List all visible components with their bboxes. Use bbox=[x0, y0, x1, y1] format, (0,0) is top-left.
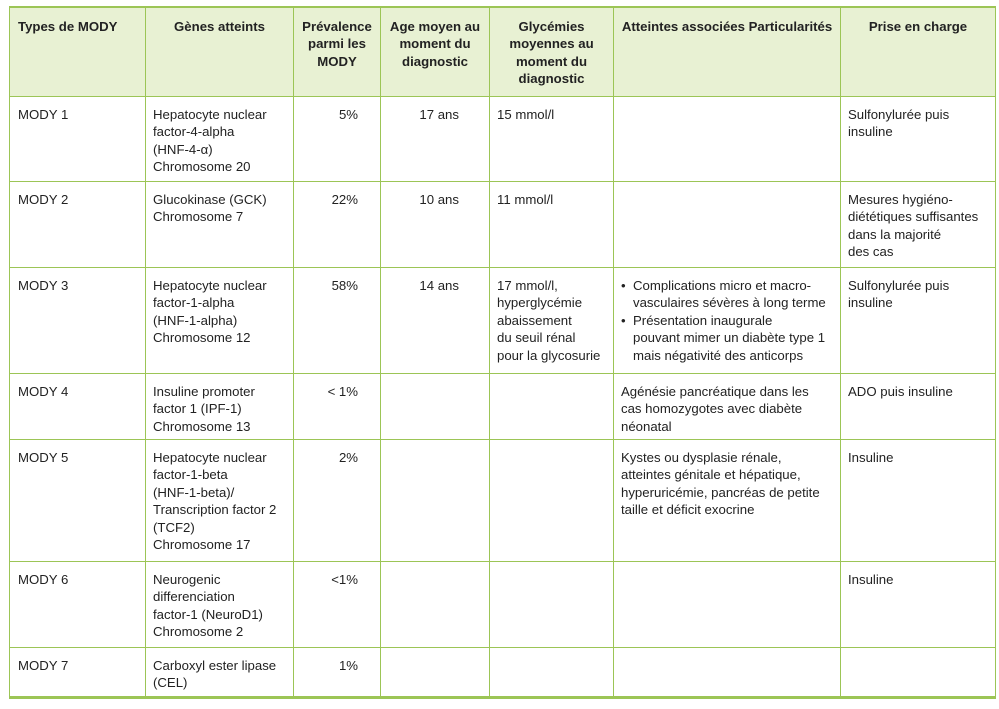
atteintes-line: • Complications micro et macro- bbox=[633, 278, 812, 293]
header-glycemie: Glycémies moyennes au moment du diagnostic bbox=[490, 7, 614, 97]
cell-atteintes bbox=[614, 440, 841, 562]
prise-line: insuline bbox=[848, 295, 893, 311]
atteintes-line: Agénésie pancréatique dans les bbox=[621, 384, 809, 399]
header-prevalence: Prévalence parmi les MODY bbox=[294, 7, 381, 97]
genes-line: Chromosome 2 bbox=[153, 624, 244, 640]
cell-prevalence: 2% bbox=[294, 440, 381, 562]
cell-glycemie bbox=[490, 648, 614, 698]
cell-type: MODY 4 bbox=[10, 374, 146, 440]
cell-genes bbox=[146, 97, 294, 182]
cell-age bbox=[381, 440, 490, 562]
cell-prise bbox=[841, 182, 996, 268]
cell-prise bbox=[841, 440, 996, 562]
cell-genes bbox=[146, 268, 294, 374]
cell-prise bbox=[841, 97, 996, 182]
cell-type: MODY 2 bbox=[10, 182, 146, 268]
glycemie-line: abaissement bbox=[497, 312, 572, 328]
genes-line: Hepatocyte nuclear bbox=[153, 107, 267, 122]
cell-genes bbox=[146, 182, 294, 268]
genes-line: factor 1 (IPF-1) bbox=[153, 401, 242, 417]
header-age: Age moyen au moment du diagnostic bbox=[381, 7, 490, 97]
table-row bbox=[10, 374, 996, 440]
genes-line: Hepatocyte nuclear bbox=[153, 450, 267, 465]
genes-line: Hepatocyte nuclear bbox=[153, 278, 267, 293]
prise-line: ADO puis insuline bbox=[848, 384, 953, 399]
atteintes-line: mais négativité des anticorps bbox=[633, 347, 804, 363]
table-row bbox=[10, 562, 996, 648]
cell-atteintes bbox=[614, 374, 841, 440]
atteintes-line: cas homozygotes avec diabète bbox=[621, 401, 803, 417]
prise-line: Sulfonylurée puis bbox=[848, 278, 950, 293]
prise-line: Insuline bbox=[848, 450, 894, 465]
glycemie-line: 15 mmol/l bbox=[497, 107, 555, 122]
genes-line: factor-4-alpha bbox=[153, 124, 235, 140]
genes-line: Neurogenic bbox=[153, 572, 221, 587]
genes-line: (HNF-1-beta)/ bbox=[153, 484, 235, 500]
atteintes-line: néonatal bbox=[621, 418, 672, 434]
genes-line: (HNF-4-α) bbox=[153, 141, 213, 157]
atteintes-line: vasculaires sévères à long terme bbox=[633, 295, 826, 311]
cell-atteintes bbox=[614, 97, 841, 182]
cell-age: 10 ans bbox=[381, 182, 490, 268]
mody-table bbox=[9, 6, 996, 699]
cell-glycemie bbox=[490, 268, 614, 374]
cell-atteintes bbox=[614, 648, 841, 698]
prise-line: diététiques suffisantes bbox=[848, 209, 979, 225]
prise-line: insuline bbox=[848, 124, 893, 140]
header-atteintes: Atteintes associées Particularités bbox=[614, 7, 841, 97]
cell-atteintes bbox=[614, 182, 841, 268]
header-types: Types de MODY bbox=[10, 7, 146, 97]
cell-glycemie bbox=[490, 562, 614, 648]
cell-prise bbox=[841, 562, 996, 648]
genes-line: Chromosome 7 bbox=[153, 209, 244, 225]
atteintes-line: Kystes ou dysplasie rénale, bbox=[621, 450, 782, 465]
genes-line: (HNF-1-alpha) bbox=[153, 312, 238, 328]
genes-line: factor-1-alpha bbox=[153, 295, 235, 311]
genes-line: (CEL) bbox=[153, 675, 188, 691]
cell-age: 14 ans bbox=[381, 268, 490, 374]
cell-atteintes bbox=[614, 562, 841, 648]
cell-age bbox=[381, 374, 490, 440]
cell-age: 17 ans bbox=[381, 97, 490, 182]
cell-glycemie bbox=[490, 440, 614, 562]
glycemie-line: du seuil rénal bbox=[497, 330, 576, 346]
genes-line: differenciation bbox=[153, 589, 235, 605]
cell-age bbox=[381, 562, 490, 648]
cell-type: MODY 6 bbox=[10, 562, 146, 648]
header-prise: Prise en charge bbox=[841, 7, 996, 97]
genes-line: (TCF2) bbox=[153, 519, 195, 535]
genes-line: factor-1 (NeuroD1) bbox=[153, 606, 263, 622]
glycemie-line: hyperglycémie bbox=[497, 295, 583, 311]
genes-line: Transcription factor 2 bbox=[153, 502, 277, 518]
atteintes-item bbox=[621, 277, 833, 312]
cell-prevalence: 22% bbox=[294, 182, 381, 268]
cell-atteintes bbox=[614, 268, 841, 374]
cell-prevalence: < 1% bbox=[294, 374, 381, 440]
atteintes-item bbox=[621, 312, 833, 364]
genes-line: Glucokinase (GCK) bbox=[153, 192, 267, 207]
cell-genes bbox=[146, 440, 294, 562]
cell-type: MODY 1 bbox=[10, 97, 146, 182]
atteintes-line: hyperuricémie, pancréas de petite bbox=[621, 484, 820, 500]
genes-line: Chromosome 12 bbox=[153, 330, 251, 346]
cell-glycemie bbox=[490, 97, 614, 182]
table-row bbox=[10, 182, 996, 268]
cell-glycemie bbox=[490, 182, 614, 268]
genes-line: Chromosome 20 bbox=[153, 159, 251, 175]
atteintes-line: pouvant mimer un diabète type 1 bbox=[633, 330, 826, 346]
cell-prevalence: 58% bbox=[294, 268, 381, 374]
cell-prise bbox=[841, 648, 996, 698]
glycemie-line: 17 mmol/l, bbox=[497, 278, 558, 293]
genes-line: Insuline promoter bbox=[153, 384, 255, 399]
cell-genes bbox=[146, 374, 294, 440]
genes-line: factor-1-beta bbox=[153, 467, 228, 483]
glycemie-line: 11 mmol/l bbox=[497, 192, 554, 207]
table-row bbox=[10, 268, 996, 374]
table-row bbox=[10, 648, 996, 698]
cell-glycemie bbox=[490, 374, 614, 440]
table-body bbox=[10, 97, 996, 698]
atteintes-line: atteintes génitale et hépatique, bbox=[621, 467, 801, 483]
prise-line: dans la majorité bbox=[848, 226, 942, 242]
cell-prevalence: 1% bbox=[294, 648, 381, 698]
genes-line: Carboxyl ester lipase bbox=[153, 658, 277, 673]
cell-type: MODY 5 bbox=[10, 440, 146, 562]
header-row bbox=[10, 7, 996, 97]
prise-line: Insuline bbox=[848, 572, 894, 587]
header-genes: Gènes atteints bbox=[146, 7, 294, 97]
cell-type: MODY 3 bbox=[10, 268, 146, 374]
cell-genes bbox=[146, 648, 294, 698]
prise-line: Mesures hygiéno- bbox=[848, 192, 953, 207]
atteintes-line: • Présentation inaugurale bbox=[633, 312, 773, 328]
table-row bbox=[10, 97, 996, 182]
glycemie-line: pour la glycosurie bbox=[497, 347, 601, 363]
prise-line: Sulfonylurée puis bbox=[848, 107, 950, 122]
atteintes-line: taille et déficit exocrine bbox=[621, 502, 755, 518]
cell-age bbox=[381, 648, 490, 698]
atteintes-list bbox=[621, 277, 833, 364]
cell-prevalence: 5% bbox=[294, 97, 381, 182]
genes-line: Chromosome 17 bbox=[153, 537, 251, 553]
cell-prevalence: <1% bbox=[294, 562, 381, 648]
cell-type: MODY 7 bbox=[10, 648, 146, 698]
genes-line: Chromosome 13 bbox=[153, 418, 251, 434]
prise-line: des cas bbox=[848, 244, 894, 260]
cell-prise bbox=[841, 268, 996, 374]
table-row bbox=[10, 440, 996, 562]
cell-prise bbox=[841, 374, 996, 440]
cell-genes bbox=[146, 562, 294, 648]
